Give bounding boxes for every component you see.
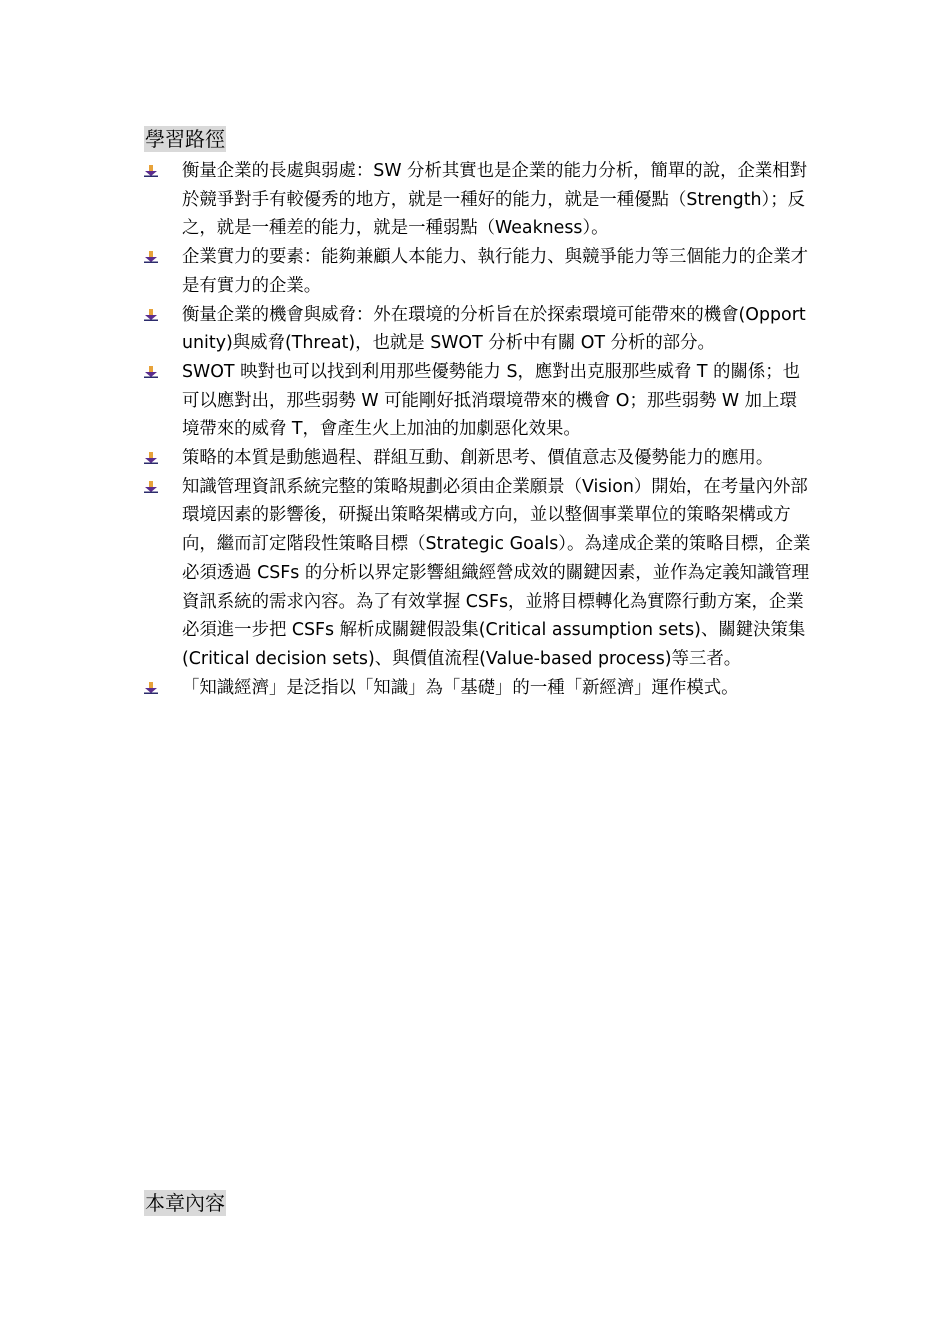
purple-arrow-bullet-icon: [144, 452, 158, 464]
list-item: [142, 243, 812, 300]
list-item: [142, 157, 812, 243]
bullet-list: [142, 157, 812, 702]
purple-arrow-bullet-icon: [144, 682, 158, 694]
section-heading-chapter-contents: 本章內容: [145, 1191, 225, 1215]
list-item: [142, 473, 812, 674]
list-item: [142, 358, 812, 444]
purple-arrow-bullet-icon: [144, 366, 158, 378]
purple-arrow-bullet-icon: [144, 309, 158, 321]
list-item: [142, 674, 812, 703]
bullet-text: 衡量企業的機會與威脅：外在環境的分析旨在於探索環境可能帶來的機會(Opportunity)與威脅(Threat)，也就是 SWOT 分析中有關 OT 分析的部分。: [182, 304, 806, 354]
bullet-text: 企業實力的要素：能夠兼顧人本能力、執行能力、與競爭能力等三個能力的企業才是有實力的企業。: [182, 247, 809, 296]
section-heading-learning-path: 學習路徑: [145, 127, 225, 151]
list-item: [142, 444, 812, 473]
list-item: [142, 301, 812, 358]
purple-arrow-bullet-icon: [144, 481, 158, 493]
bullet-text: 知識管理資訊系統完整的策略規劃必須由企業願景（Vision）開始，在考量內外部環境因素的影響後，研擬出策略架構或方向，並以整個事業單位的策略架構或方向，繼而訂定階段性策略目標（Strategic Goals）。為達成企業的策略目標，企業必須透過 CSFs 的分析以界定影響組織經營成效的關鍵因素，並作為定義知識管理資訊系統的需求內容。為了有效掌握 CSFs，並將目標轉化為實際行動方案，企業必須進一步把 CSFs 解析成關鍵假設集(Critical assumption sets)、關鍵決策集(Critical decision sets)、與價值流程(Value-based process)等三者。: [182, 476, 811, 669]
bullet-text: 「知識經濟」是泛指以「知識」為「基礎」的一種「新經濟」運作模式。: [182, 677, 739, 698]
purple-arrow-bullet-icon: [144, 165, 158, 177]
bullet-text: SWOT 映對也可以找到利用那些優勢能力 S，應對出克服那些威脅 T 的關係；也可以應對出，那些弱勢 W 可能剛好抵消環境帶來的機會 O；那些弱勢 W 加上環境帶來的威脅 T，會產生火上加油的加劇惡化效果。: [182, 361, 801, 440]
purple-arrow-bullet-icon: [144, 251, 158, 263]
bullet-text: 衡量企業的長處與弱處：SW 分析其實也是企業的能力分析，簡單的說，企業相對於競爭對手有較優秀的地方，就是一種好的能力，就是一種優點（Strength）；反之，就是一種差的能力，就是一種弱點（Weakness）。: [182, 161, 808, 239]
bullet-text: 策略的本質是動態過程、群組互動、創新思考、價值意志及優勢能力的應用。: [182, 448, 774, 469]
